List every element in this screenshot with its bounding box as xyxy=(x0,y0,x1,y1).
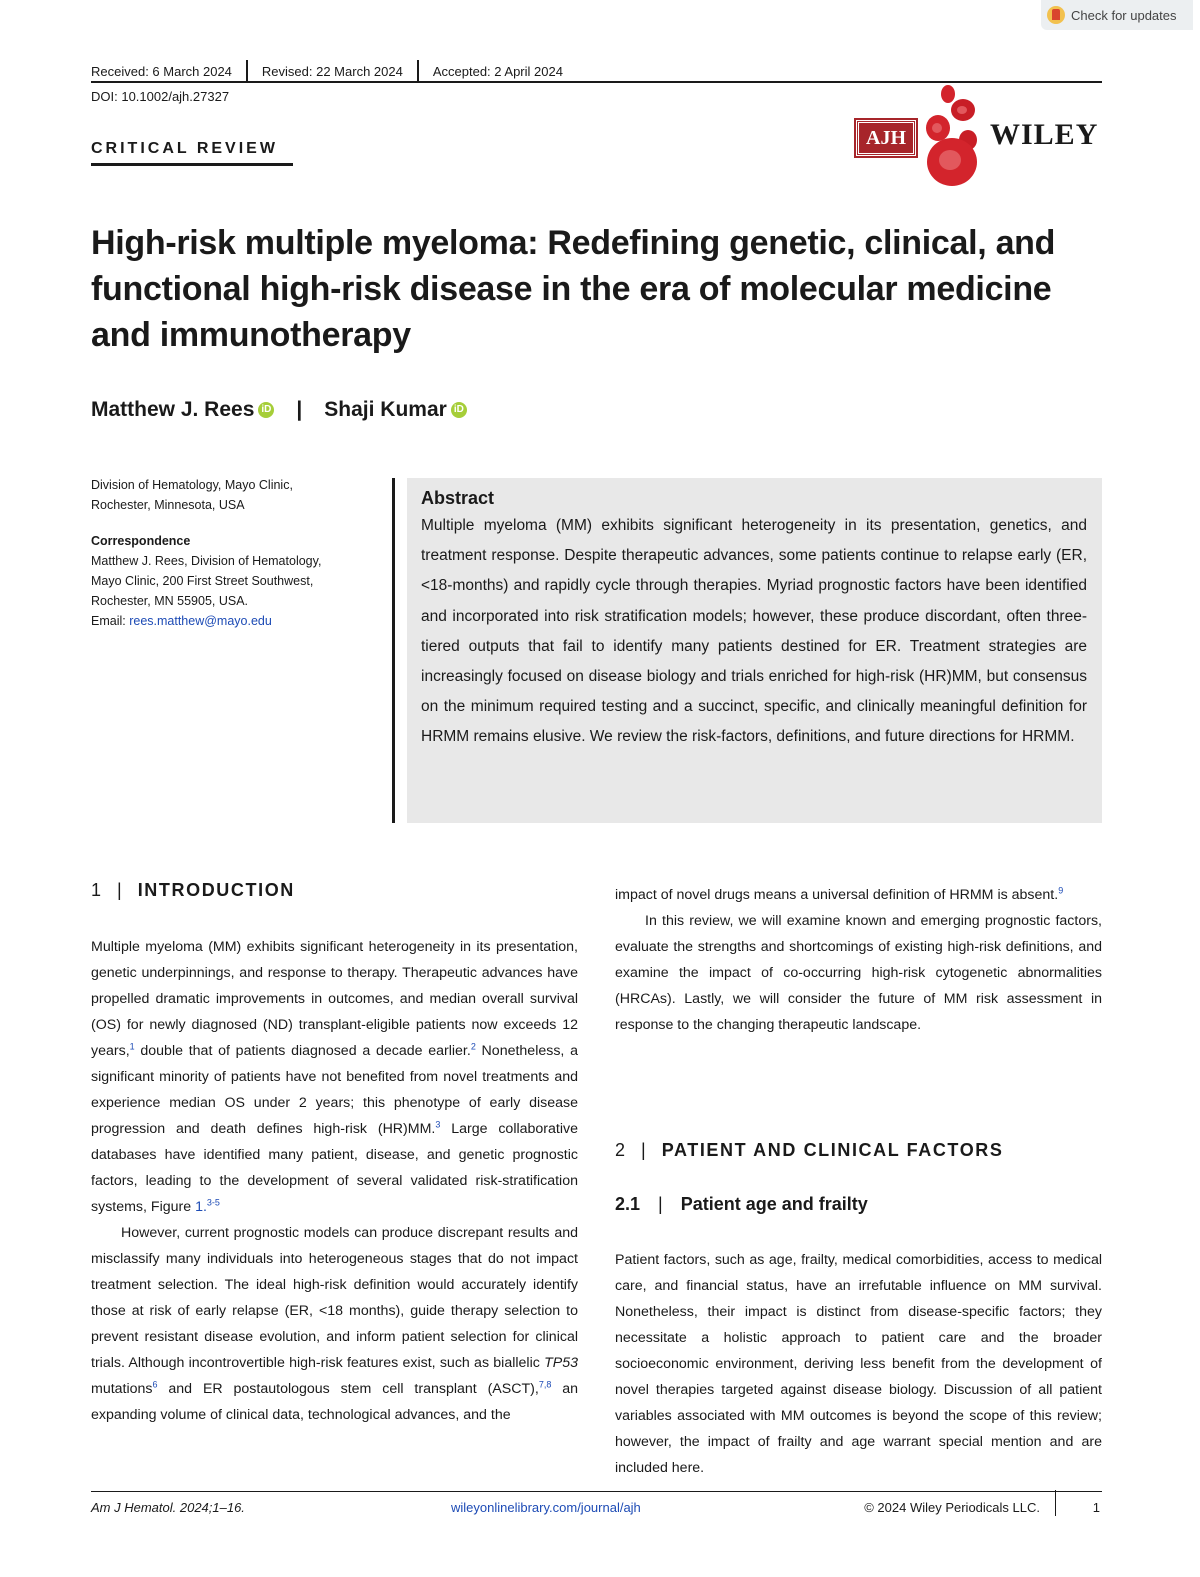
subsection-title: Patient age and frailty xyxy=(680,1194,868,1214)
section-pipe: | xyxy=(117,880,122,900)
body-column-left xyxy=(91,934,578,1428)
check-for-updates-button[interactable] xyxy=(1041,0,1193,30)
text-run: and ER postautologous stem cell transplant (ASCT), xyxy=(157,1381,539,1397)
email-line xyxy=(91,611,361,631)
correspondence-line: Rochester, MN 55905, USA. xyxy=(91,594,249,608)
date-divider xyxy=(246,60,248,82)
paragraph: In this review, we will examine known and emerging prognostic factors, evaluate the strengths and shortcomings of existing high-risk definitions, and examine the impact of co-occurring high-risk cytogenetic abnormalities (HRCAs). Lastly, we will consider the future of MM risk assessment in response to the changing therapeutic landscape. xyxy=(615,913,1102,1033)
gene-name: TP53 xyxy=(544,1355,578,1371)
section-number: 1 xyxy=(91,880,102,900)
orcid-icon[interactable]: iD xyxy=(451,402,467,418)
journal-url-link[interactable]: wileyonlinelibrary.com/journal/ajh xyxy=(451,1500,641,1515)
reference-link[interactable]: 3-5 xyxy=(206,1197,220,1208)
reference-link[interactable]: 7,8 xyxy=(538,1379,552,1390)
article-type: CRITICAL REVIEW xyxy=(91,140,278,157)
paragraph xyxy=(615,882,1102,908)
affiliation-block xyxy=(91,475,361,631)
ajh-logo: AJH xyxy=(856,120,916,156)
page-footer xyxy=(91,1500,1102,1522)
text-run: However, current prognostic models can produce discrepant results and misclassify many individuals into heterogeneous stages that do not impact treatment selection. The ideal high-risk definition would accurately identify those at risk of early relapse (ER, <18 months), guide therapy selection to prevent resistant disease evolution, and inform patient selection for clinical trials. Although incontrovertible high-risk features exist, such as biallelic xyxy=(91,1225,578,1371)
doi: DOI: 10.1002/ajh.27327 xyxy=(91,89,230,104)
subsection-number: 2.1 xyxy=(615,1194,641,1214)
blood-cells-logo-icon xyxy=(918,82,988,190)
text-run: impact of novel drugs means a universal definition of HRMM is absent. xyxy=(615,887,1059,903)
article-dates xyxy=(91,60,1102,82)
author-name[interactable]: Matthew J. Rees xyxy=(91,398,255,421)
text-run: Multiple myeloma (MM) exhibits significant heterogeneity in its presentation, genetic underpinnings, and response to therapy. Therapeutic advances have propelled dramatic improvements in outcomes, and median overall survival (OS) for newly diagnosed (ND) transplant-eligible patients now exceeds 12 years, xyxy=(91,939,578,1059)
reference-link[interactable]: 2 xyxy=(470,1041,476,1052)
paragraph: Patient factors, such as age, frailty, medical comorbidities, access to medical care, and financial status, have an irrefutable influence on MM survival. Nonetheless, their impact is distinct from disease-specific factors; they necessitate a holistic approach to patient care and the broader socioeconomic environment, deriving less benefit from the development of novel therapies targeted against disease biology. Discussion of all patient variables associated with MM outcomes is beyond the scope of this review; however, the impact of frailty and age warrant special mention and are included here. xyxy=(615,1252,1102,1476)
abstract-side-bar xyxy=(392,478,395,823)
paragraph: Multiple myeloma (MM) exhibits significant heterogeneity in its presentation, genetic underpinnings, and response to therapy. Therapeutic advances have propelled dramatic improvements in outcomes, and median overall survival (OS) for newly diagnosed (ND) transplant-eligible patients now exceeds 12 years,$^1$ double that of patients diagnosed a decade earlier.$^2$ Nonetheless, a significant minority of patients have not benefited from novel treatments and experience median OS under 2 years; this phenotype of early disease progression and death defines high-risk (HR)MM.$^3$ Large collaborative databases have identified many patient, disease, and genetic prognostic factors, leading to the development of several validated risk-stratification systems, Figure 1.$^{3-5}$ xyxy=(91,939,578,1215)
text-run: Large collaborative databases have identified many patient, disease, and genetic prognostic factors, leading to the development of several validated risk-stratification systems, Figure xyxy=(91,1121,578,1215)
section-heading xyxy=(91,880,295,901)
abstract-text: Multiple myeloma (MM) exhibits significant heterogeneity in its presentation, genetics, and treatment response. Despite therapeutic advances, some patients continue to relapse early (ER, <18-months) and rapidly cycle through therapies. Myriad prognostic factors have been identified and incorporated into risk stratification models; however, these produce discordant, often three-tiered outputs that fail to identify many patients destined for ER. Treatment strategies are increasingly focused on disease biology and trials enriched for high-risk (HR)MM, but consensus on the minimum required testing and a succinct, specific, and clinically meaningful definition for HRMM remains elusive. We review the risk-factors, definitions, and future directions for HRMM. xyxy=(421,517,1087,746)
section-heading xyxy=(615,1140,1004,1161)
section-pipe: | xyxy=(641,1140,646,1160)
revised-date: Revised: 22 March 2024 xyxy=(261,63,403,79)
text-run: Nonetheless, a significant minority of patients have not benefited from novel treatments and experience median OS under 2 years; this phenotype of early disease progression and death defines high-risk (HR)MM. xyxy=(91,1043,578,1137)
author-separator: | xyxy=(296,398,303,421)
figure-link[interactable]: 1 xyxy=(195,1199,203,1215)
wiley-logo: WILEY xyxy=(990,118,1099,151)
page-number: 1 xyxy=(1092,1500,1100,1515)
paragraph xyxy=(91,1220,578,1428)
email-label: Email: xyxy=(91,614,130,628)
section-number: 2 xyxy=(615,1140,626,1160)
accepted-date: Accepted: 2 April 2024 xyxy=(432,63,563,79)
subsection-heading xyxy=(615,1194,868,1215)
section-title: PATIENT AND CLINICAL FACTORS xyxy=(661,1140,1004,1160)
affiliation-line: Division of Hematology, Mayo Clinic, xyxy=(91,478,293,492)
footer-rule xyxy=(91,1491,1102,1492)
footer-divider xyxy=(1055,1490,1056,1516)
crossmark-icon xyxy=(1047,6,1065,24)
orcid-icon[interactable]: iD xyxy=(258,402,274,418)
correspondence-heading: Correspondence xyxy=(91,534,191,548)
author-list xyxy=(91,398,467,422)
copyright: © 2024 Wiley Periodicals LLC. xyxy=(864,1500,1040,1515)
received-date: Received: 6 March 2024 xyxy=(91,63,232,79)
author-name[interactable]: Shaji Kumar xyxy=(324,398,447,421)
article-type-underline xyxy=(91,163,293,166)
abstract-heading: Abstract xyxy=(421,488,495,508)
affiliation-line: Rochester, Minnesota, USA xyxy=(91,498,245,512)
email-link[interactable]: rees.matthew@mayo.edu xyxy=(129,614,272,628)
journal-citation: Am J Hematol. 2024;1–16. xyxy=(91,1500,245,1515)
section-title: INTRODUCTION xyxy=(137,880,295,900)
reference-link[interactable]: 3 xyxy=(435,1119,441,1130)
correspondence-line: Mayo Clinic, 200 First Street Southwest, xyxy=(91,574,314,588)
date-divider xyxy=(417,60,419,82)
body-column-right-lower xyxy=(615,1247,1102,1481)
check-for-updates-label: Check for updates xyxy=(1071,7,1177,23)
abstract-box xyxy=(407,478,1102,823)
article-title: High-risk multiple myeloma: Redefining genetic, clinical, and functional high-risk disease in the era of molecular medicine and immunotherapy xyxy=(91,224,1056,354)
text-run: mutations xyxy=(91,1381,153,1397)
text-run: an expanding volume of clinical data, technological advances, and the xyxy=(91,1381,578,1423)
subsection-pipe: | xyxy=(658,1194,663,1214)
reference-link[interactable]: 1 xyxy=(129,1041,135,1052)
body-column-right xyxy=(615,882,1102,1038)
reference-link[interactable]: 6 xyxy=(152,1379,158,1390)
text-run: double that of patients diagnosed a decade earlier. xyxy=(134,1043,471,1059)
correspondence-line: Matthew J. Rees, Division of Hematology, xyxy=(91,554,322,568)
reference-link[interactable]: 9 xyxy=(1058,885,1064,896)
